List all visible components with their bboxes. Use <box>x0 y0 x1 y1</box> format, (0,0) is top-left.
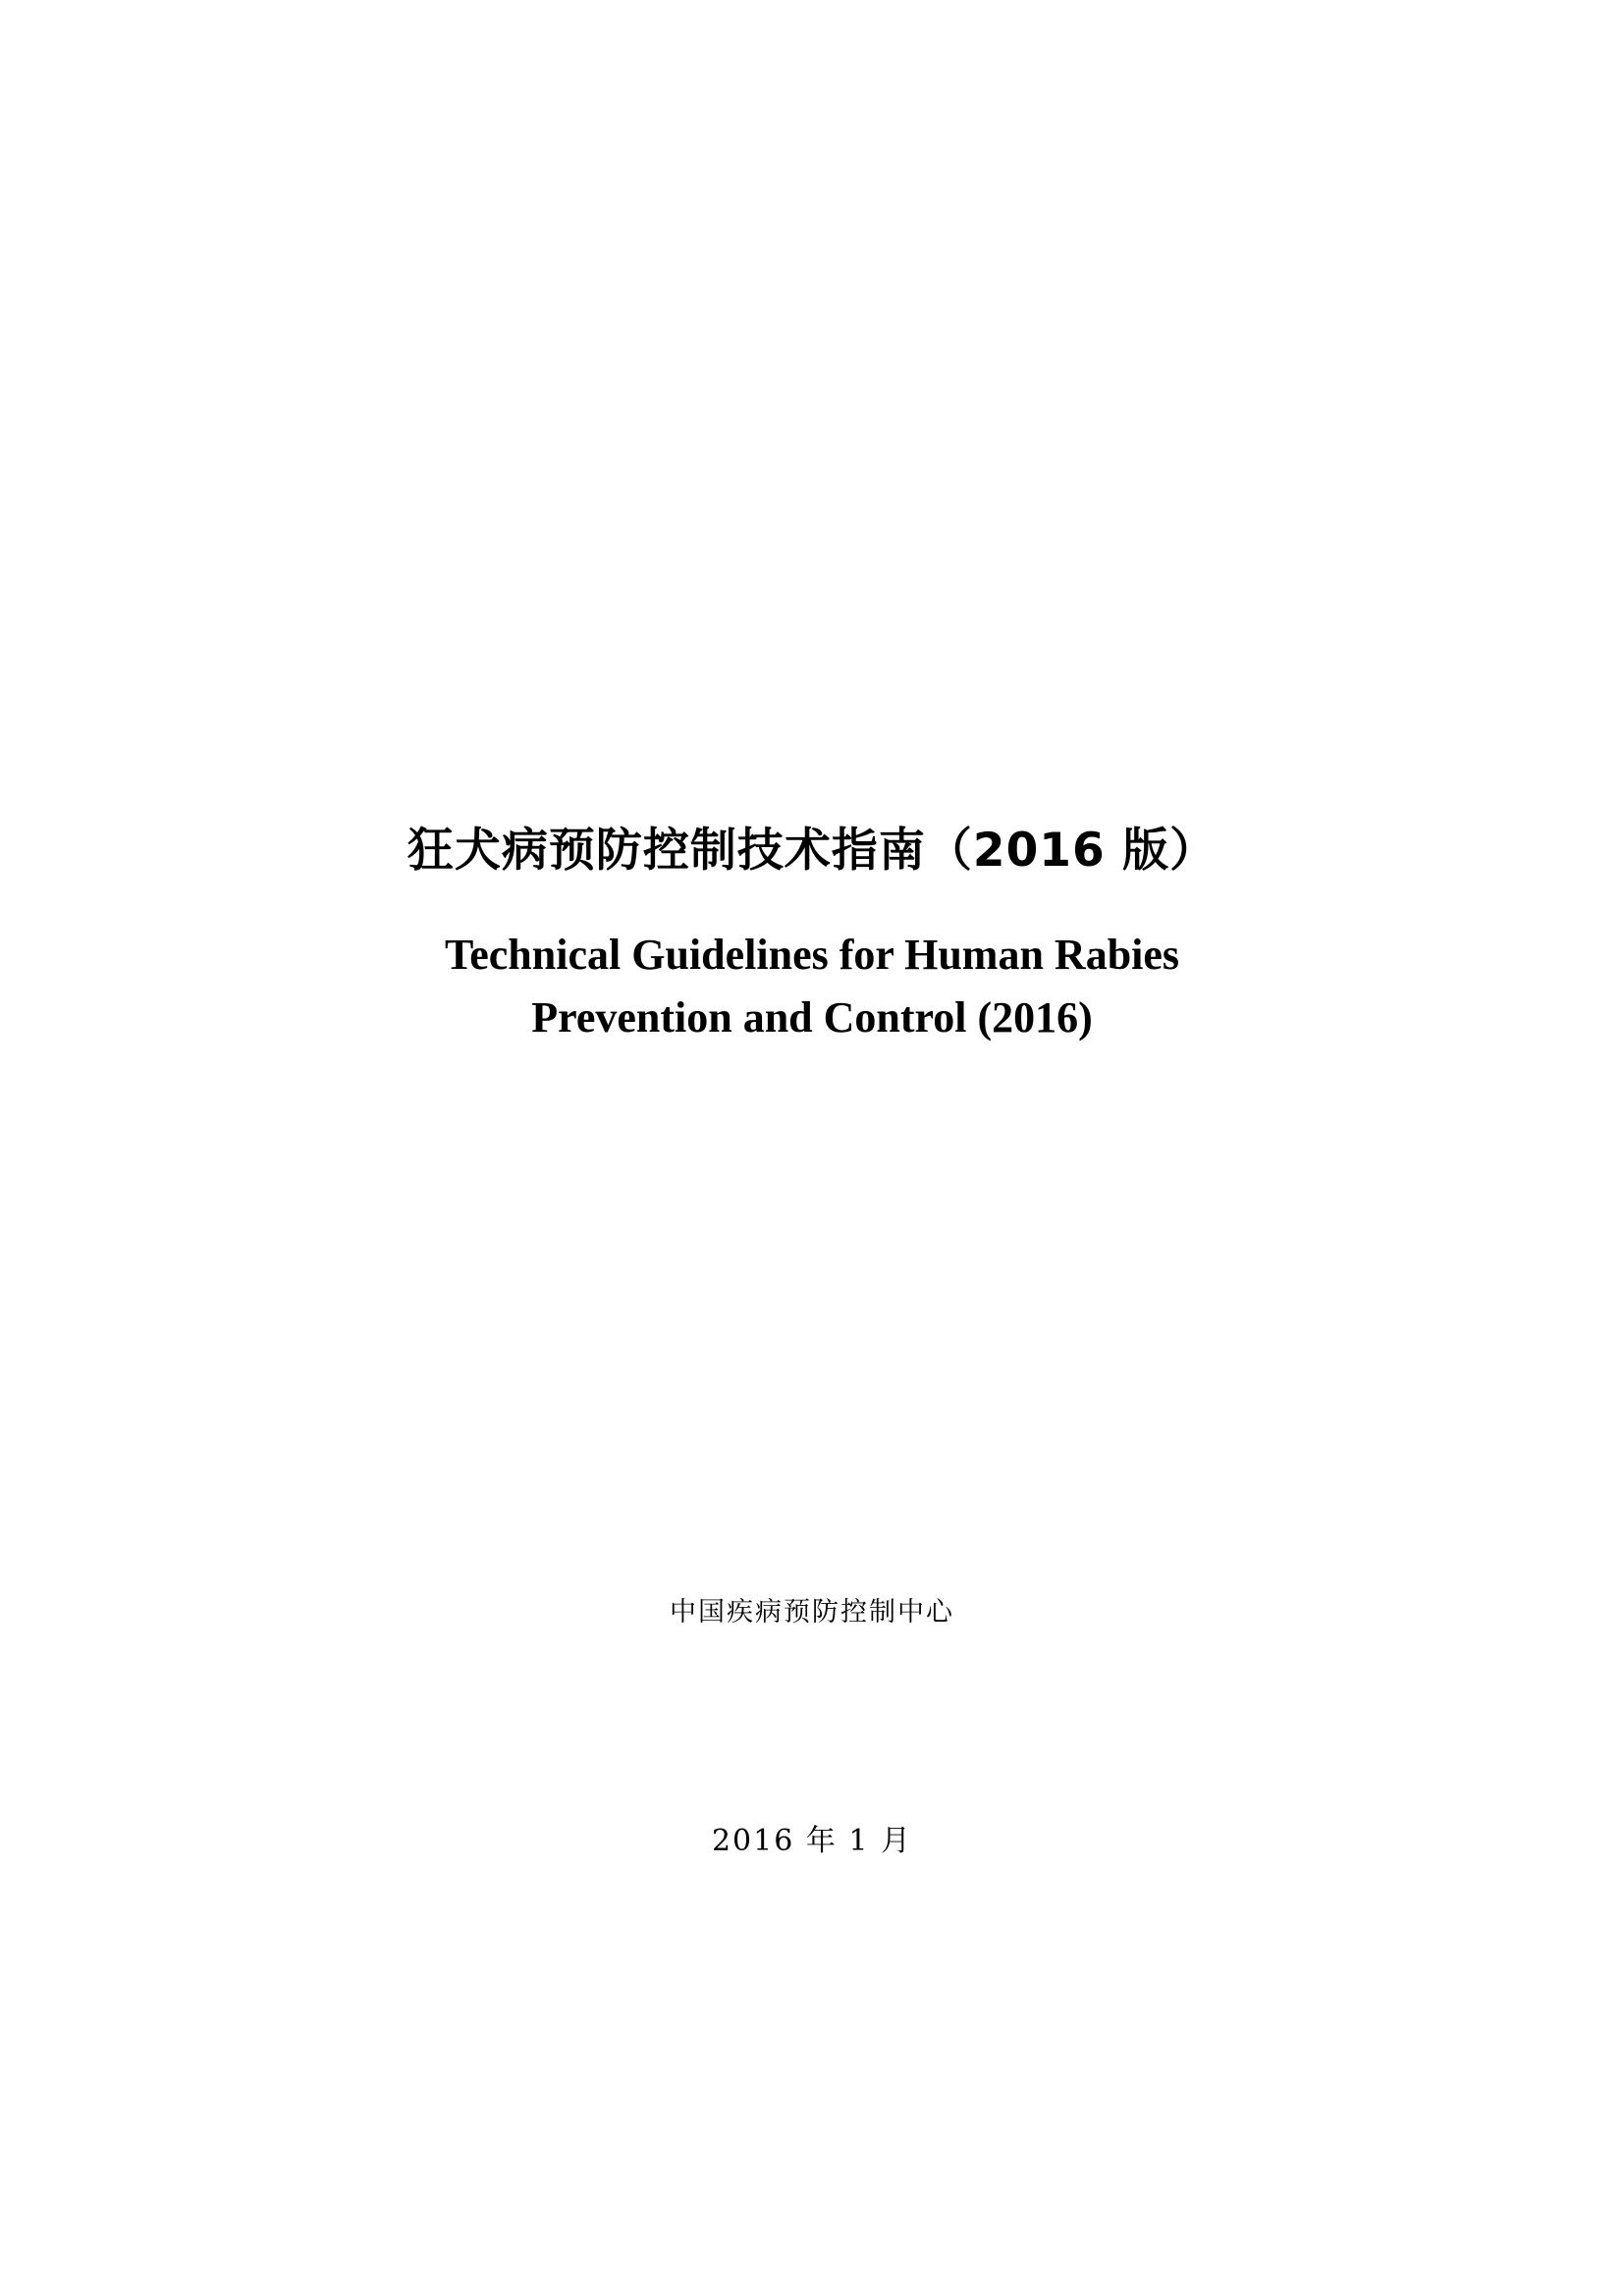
organization-block <box>0 1590 1624 1629</box>
page-title-english-line1: Technical Guidelines for Human Rabies <box>444 930 1180 979</box>
page-title-english-line2: Prevention and Control (2016) <box>531 992 1093 1041</box>
page-title-chinese: 狂犬病预防控制技术指南（2016 版） <box>406 824 1218 878</box>
organization-name: 中国疾病预防控制中心 <box>670 1597 954 1628</box>
date-block <box>0 1816 1624 1859</box>
title-block <box>0 823 1624 1048</box>
publication-date: 2016 年 1 月 <box>711 1824 913 1858</box>
